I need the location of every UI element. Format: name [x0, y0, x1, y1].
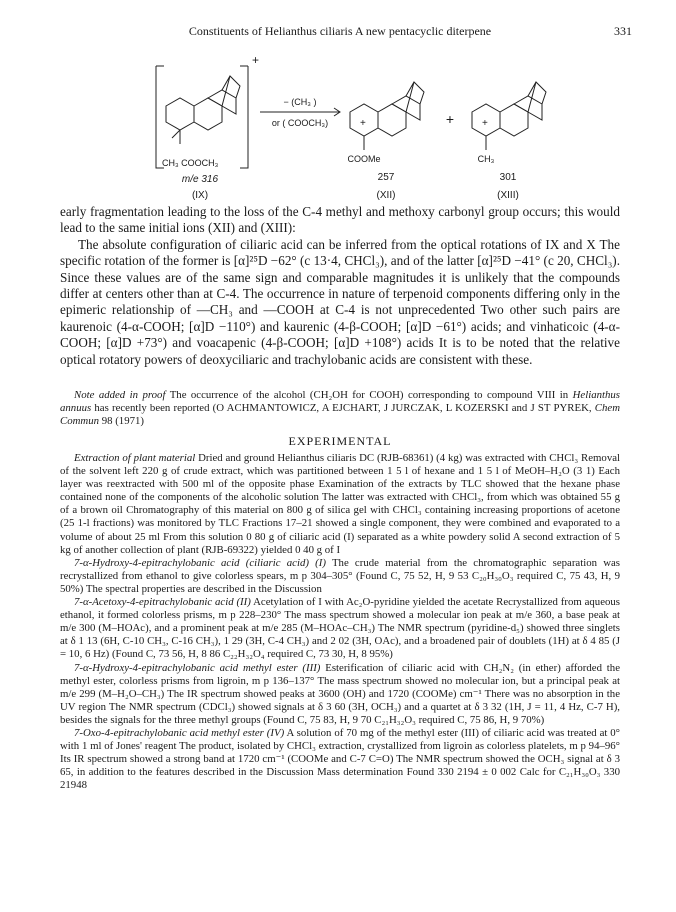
discussion-text	[60, 204, 620, 368]
plus-sign: +	[445, 111, 455, 127]
note-species: Helianthus annuus	[60, 389, 621, 415]
substituent-label-xii: COOMe	[347, 154, 381, 164]
running-head: Constituents of Helianthus ciliaris A new pentacyclic diterpene	[188, 24, 492, 38]
note-text-2: has recently been reported (O ACHMANTOWICZ, A EJCHART, J JURCZAK, L KOZERSKI and J ST PYREK,	[91, 402, 595, 415]
paragraph-acetoxy	[60, 596, 620, 661]
paragraph-lead: 7-α-Acetoxy-4-epitrachylobanic acid (II)	[74, 596, 251, 609]
bracket-substituent-label: CH₃ COOCH₃	[162, 158, 219, 168]
bracket-right	[240, 66, 248, 168]
bracket-left	[156, 66, 164, 168]
reaction-arrow	[260, 108, 340, 116]
arrow-label-bottom: or ( COOCH₃)	[271, 118, 329, 128]
compound-label-ix: (IX)	[191, 190, 209, 201]
mass-label-xii: 257	[377, 172, 395, 183]
compound-label-xii: (XII)	[376, 190, 396, 201]
paragraph-oxo-ester	[60, 727, 620, 792]
structure-xii	[350, 82, 424, 150]
structure-xiii	[472, 82, 546, 150]
paragraph-body: The crude material from the chromatographic separation was recrystallized from ethanol to give colorless spears, m p 304–305° (Found C, 75 52, H, 9 53 C₂₀H₃₀O₃ required C, 75 43, H, 9 50%) The spectral properties are described in the Discussion	[60, 556, 620, 595]
arrow-label-top: − (CH₃ )	[283, 97, 317, 107]
paragraph-lead: Extraction of plant material	[74, 452, 196, 464]
substituent-label-xiii: CH₃	[477, 154, 495, 164]
experimental-text	[60, 452, 620, 792]
paragraph-lead: 7-α-Hydroxy-4-epitrachylobanic acid (ciliaric acid) (I)	[74, 556, 326, 569]
mass-label-ix: m/e 316	[181, 174, 219, 185]
paragraph-fragmentation: early fragmentation leading to the loss of the C-4 methyl and methoxy carbonyl group occurs; this would lead to the same initial ions (XII) and (XIII):	[60, 204, 620, 236]
cation-plus-xiii: +	[482, 118, 488, 129]
page-number: 331	[614, 24, 632, 38]
note-lead: Note added in proof	[74, 389, 166, 401]
structure-ix	[166, 76, 240, 144]
paragraph-lead: 7-Oxo-4-epitrachylobanic acid methyl ester (IV)	[74, 726, 285, 739]
paragraph-body: Esterification of ciliaric acid with CH₂N₂ (in ether) afforded the methyl ester, colorless prisms from ligroin, m p 136–137° The mass spectrum showed no molecular ion, but a principal peak at m/e 299 (M–H₂O–CH₃) The IR spectrum showed peaks at 3600 (OH) and 1720 (COOMe) cm⁻¹ There was no absorption in the UV region The NMR spectrum (CDCl₃) showed signals at δ 3 60 (3H, OCH₃) and a quartet at δ 3 32 (1H, J = 11, 4 Hz, C-7 H), besides the signals for the three methyl groups (Found C, 75 83, H, 9 70 C₂₁H₃₂O₃ required C, 75 86, H, 9 70%)	[60, 661, 620, 726]
paragraph-methyl-ester	[60, 662, 620, 727]
paragraph-lead: 7-α-Hydroxy-4-epitrachylobanic acid methyl ester (III)	[74, 661, 321, 674]
note-journal: Chem Commun	[60, 402, 620, 428]
paragraph-extraction	[60, 452, 620, 557]
note-text: The occurrence of the alcohol (CH₂OH for COOH) corresponding to compound VIII in	[165, 389, 573, 401]
paragraph-ciliaric-acid	[60, 557, 620, 596]
note-added-in-proof	[60, 389, 620, 429]
cation-plus-xii: +	[360, 118, 366, 129]
note-text-3: 98 (1971)	[99, 415, 144, 428]
mass-label-xiii: 301	[499, 172, 517, 183]
paragraph-body: A solution of 70 mg of the methyl ester (III) of ciliaric acid was treated at 0° with 1 ml of Jones' reagent The product, isolated by CHCl₃ extraction, crystallized from ligroin as colorless platelets, m p 94–96° Its IR spectrum showed a strong band at 1720 cm⁻¹ (COOMe and C-7 C=O) The NMR spectrum showed the OCH₃ signal at δ 3 65, in addition to the features described in the Discussion Mass determination Found 330 2194 ± 0 002 Calc for C₂₁H₃₀O₃ 330 21948	[60, 726, 620, 792]
charge-plus: +	[252, 53, 260, 67]
section-heading-experimental: EXPERIMENTAL	[288, 434, 392, 448]
paragraph-body: Acetylation of I with Ac₂O-pyridine yielded the acetate Recrystallized from aqueous ethanol, it formed colorless prisms, m p 228–230° The mass spectrum showed a molecular ion peak at m/e 360, a base peak at m/e 300 (M–HOAc), and a prominent peak at m/e 285 (M–HOAc–CH₃) The NMR spectrum (pyridine-d₅) showed three singlets at δ 1 13 (6H, C-10 CH₃, C-16 CH₃), 1 29 (3H, C-4 CH₃) and 2 02 (3H, OAc), and a broadened pair of doublets (1H) at δ 4 85 (J = 10, 6 Hz) (Found C, 73 56, H, 8 86 C₂₂H₃₂O₄ required C, 73 30, H, 8 95%)	[60, 596, 620, 661]
paragraph-body: Dried and ground Helianthus ciliaris DC (RJB-68361) (4 kg) was extracted with CHCl₃ Removal of the solvent left 220 g of crude extract, which was partitioned between 1 5 l of hexane and 1 5 l of MeOH–H₂O (3 1) Each layer was reextracted with 500 ml of the opposite phase Examination of the extracts by TLC showed that the hexane phase contained none of the components of the alcoholic solution The latter was extracted with CHCl₃, from which was obtained 55 g of a brown oil Chromatography of this material on 800 g of silica gel with CHCl₃ containing increasing proportions of acetone (25 1-l fractions) was monitored by TLC Fractions 17–21 showed a single component, they were combined and evaporated to a volume of about 25 ml From this solution 0 80 g of ciliaric acid (I) separated as a white powdery solid A second extraction of 5 kg of another collection of plant (RJB-69322) yielded 0 40 g of I	[60, 452, 621, 556]
compound-label-xiii: (XIII)	[497, 190, 519, 201]
fragmentation-scheme	[150, 46, 570, 202]
paragraph-absolute-configuration: The absolute configuration of ciliaric acid can be inferred from the optical rotations of IX and X The specific rotation of the former is [α]²⁵D −62° (c 13·4, CHCl₃), and of the latter [α]²⁵D −41° (c 20, CHCl₃). Since these values are of the same sign and comparable magnitudes it is unlikely that the compounds differ at centers other than at C-4. The occurrence in nature of terpenoid components differing only in the epimeric relationship of —CH₃ and —COOH at C-4 is not unprecedented Two other such pairs are kaurenoic (4-α-COOH; [α]D −110°) and kaurenic (4-β-COOH; [α]D −61°) acids; and vinhaticoic (4-α-COOH; [α]D +73°) and voacapenic (4-β-COOH; [α]D +108°) acids It is to be noted that the relative optical rotatory powers of deoxyciliaric and trachylobanic acids are consistent with these.	[60, 236, 620, 367]
